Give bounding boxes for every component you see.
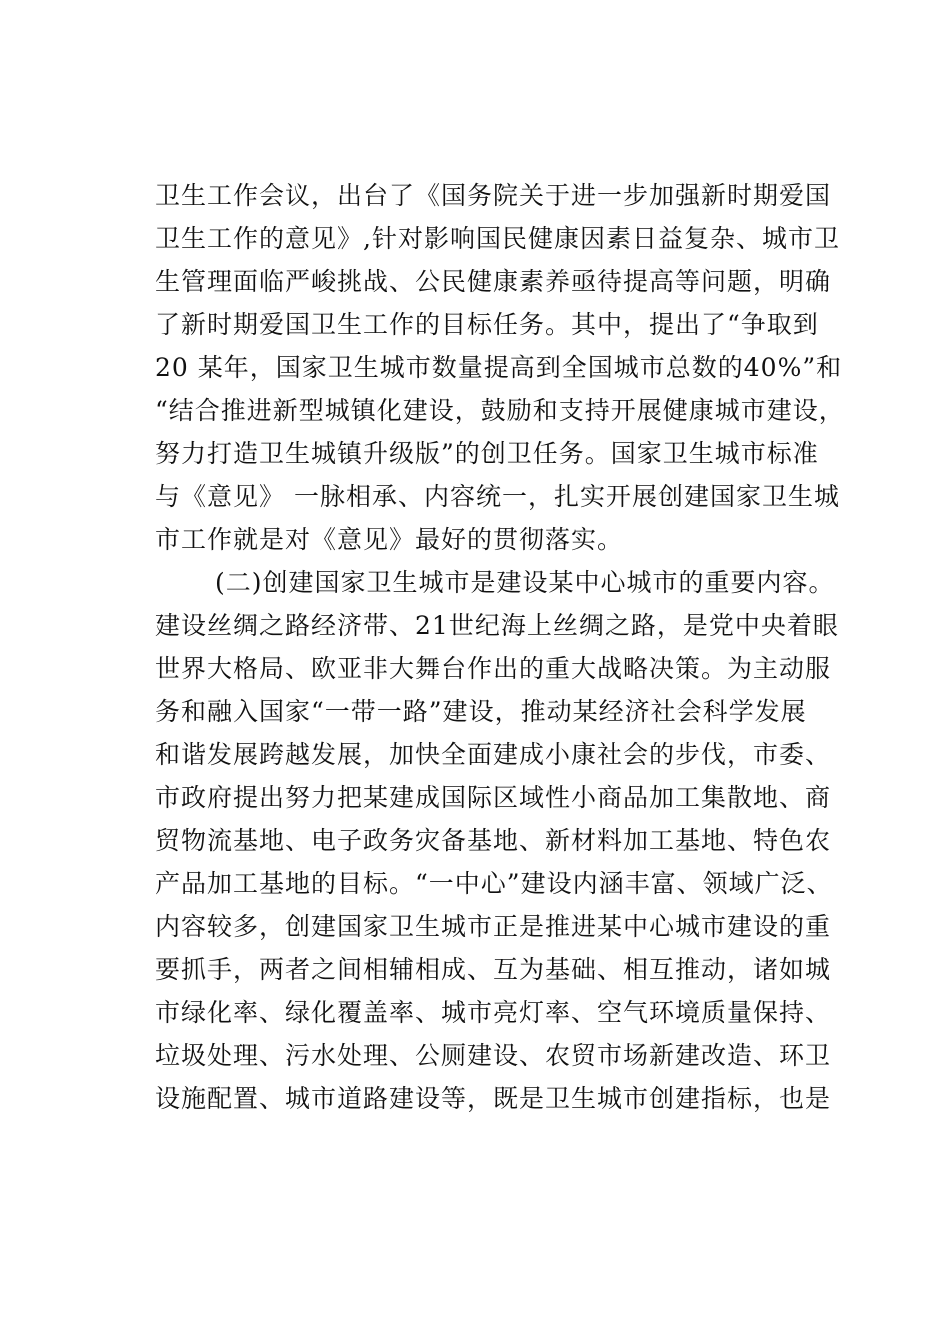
paragraph-1-line-1: 卫生工作会议，出台了《国务院关于进一步加强新时期爱国 <box>155 181 832 210</box>
paragraph-1-line-8: 与《意见》 一脉相承、内容统一，扎实开展创建国家卫生城 <box>155 482 840 511</box>
paragraph-1-line-7: 努力打造卫生城镇升级版”的创卫任务。国家卫生城市标准 <box>155 439 819 468</box>
paragraph-2-line-13: 设施配置、城市道路建设等，既是卫生城市创建指标，也是 <box>155 1084 832 1113</box>
paragraph-1-line-9: 市工作就是对《意见》最好的贯彻落实。 <box>155 525 624 554</box>
paragraph-1-line-4: 了新时期爱国卫生工作的目标任务。其中，提出了“争取到 <box>155 310 819 339</box>
paragraph-1-line-2: 卫生工作的意见》,针对影响国民健康因素日益复杂、城市卫 <box>155 224 840 253</box>
paragraph-2-line-12: 垃圾处理、污水处理、公厕建设、农贸市场新建改造、环卫 <box>155 1041 832 1070</box>
paragraph-2-line-11: 市绿化率、绿化覆盖率、城市亮灯率、空气环境质量保持、 <box>155 998 832 1027</box>
paragraph-2-line-1: (二)创建国家卫生城市是建设某中心城市的重要内容。 <box>215 568 835 597</box>
paragraph-2-line-2: 建设丝绸之路经济带、21世纪海上丝绸之路，是党中央着眼 <box>155 611 839 640</box>
paragraph-1-line-6: “结合推进新型城镇化建设，鼓励和支持开展健康城市建设， <box>155 396 845 425</box>
paragraph-2-line-10: 要抓手，两者之间相辅相成、互为基础、相互推动，诸如城 <box>155 955 832 984</box>
paragraph-2-line-9: 内容较多，创建国家卫生城市正是推进某中心城市建设的重 <box>155 912 832 941</box>
paragraph-1-line-5: 20 某年，国家卫生城市数量提高到全国城市总数的40%”和 <box>155 353 843 382</box>
paragraph-2-line-8: 产品加工基地的目标。“一中心”建设内涵丰富、领域广泛、 <box>155 869 833 898</box>
paragraph-2-line-3: 世界大格局、欧亚非大舞台作出的重大战略决策。为主动服 <box>155 654 832 683</box>
paragraph-2-line-7: 贸物流基地、电子政务灾备基地、新材料加工基地、特色农 <box>155 826 832 855</box>
paragraph-1-line-3: 生管理面临严峻挑战、公民健康素养亟待提高等问题，明确 <box>155 267 832 296</box>
paragraph-2-line-6: 市政府提出努力把某建成国际区域性小商品加工集散地、商 <box>155 783 832 812</box>
paragraph-2-line-5: 和谐发展跨越发展，加快全面建成小康社会的步伐，市委、 <box>155 740 832 769</box>
paragraph-2-line-4: 务和融入国家“一带一路”建设，推动某经济社会科学发展 <box>155 697 807 726</box>
